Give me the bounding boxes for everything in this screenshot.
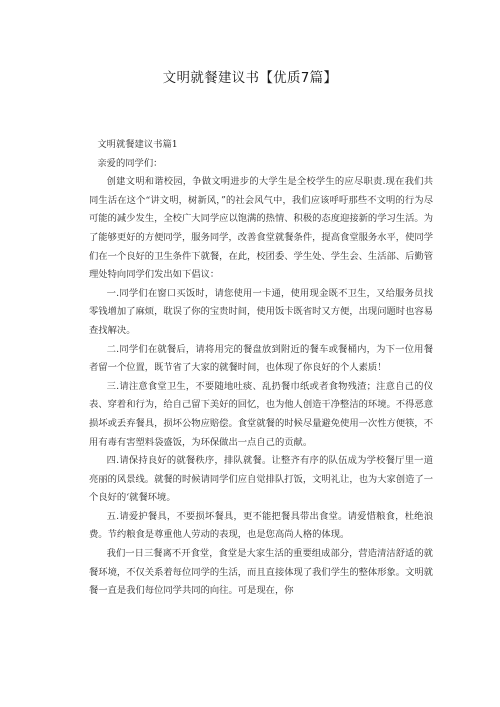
document-title: 文明就餐建议书【优质7篇】 — [162, 70, 338, 86]
paragraph-item-1: 一.同学们在窗口买饭时，请您使用一卡通，使用现金既不卫生，又给服务员找零钱增加了麻烦，耽误了你的宝贵时间，使用饭卡既省时又方便，出现问题时也容易查找解决。 — [89, 287, 433, 336]
section-heading: 文明就餐建议书篇1 — [97, 139, 178, 150]
paragraph-closing: 我们一日三餐离不开食堂，食堂是大家生活的重要组成部分，营造清洁舒适的就餐环境，不仅关系着每位同学的生活，而且直接体现了我们学生的整体形象。文明就餐一直是我们每位同学共同的向往。可是现在，你 — [89, 548, 433, 597]
paragraph-item-4: 四.请保持良好的就餐秩序，排队就餐。让整齐有序的队伍成为学校餐厅里一道亮丽的风景线。就餐的时候请同学们应自觉排队打饭，文明礼让，也为大家创造了一个良好的‘就餐环境。 — [89, 455, 433, 504]
greeting: 亲爱的同学们： — [97, 157, 163, 169]
paragraph-item-3: 三.请注意食堂卫生，不要随地吐痰、乱扔餐巾纸或者食物残渣；注意自己的仪表、穿着和行为，给自己留下美好的回忆，也为他人创造干净整洁的环境。不得恶意损坏或丢弃餐具，损坏公物应赔偿。食堂就餐的时候尽量避免使用一次性方便筷，不用有毒有害塑料袋盛饭，为环保做出一点自己的贡献。 — [89, 380, 433, 448]
paragraph-item-5: 五.请爱护餐具，不要损坏餐具，更不能把餐具带出食堂。请爱惜粮食，杜绝浪费。节约粮食是尊重他人劳动的表现，也是您高尚人格的体现。 — [89, 510, 433, 541]
paragraph-item-2: 二.同学们在就餐后，请将用完的餐盘放到附近的餐车或餐桶内，为下一位用餐者留一个位置，既节省了大家的就餐时间，也体现了你良好的个人素质！ — [89, 343, 433, 374]
paragraph-intro: 创建文明和谐校园，争做文明进步的大学生是全校学生的应尽职责.现在我们共同生活在这个“讲文明，树新风，”的社会风气中，我们应该呼吁那些不文明的行为尽可能的减少发生，全校广大同学应以饱满的热情、积极的态度迎接新的学习生活。为了能够更好的方便同学，服务同学，改善食堂就餐条件，提高食堂服务水平，使同学们在一个良好的卫生条件下就餐，在此，校团委、学生处、学生会、生活部、后勤管理处特向同学们发出如下倡议： — [89, 176, 433, 281]
document-body — [89, 136, 433, 601]
